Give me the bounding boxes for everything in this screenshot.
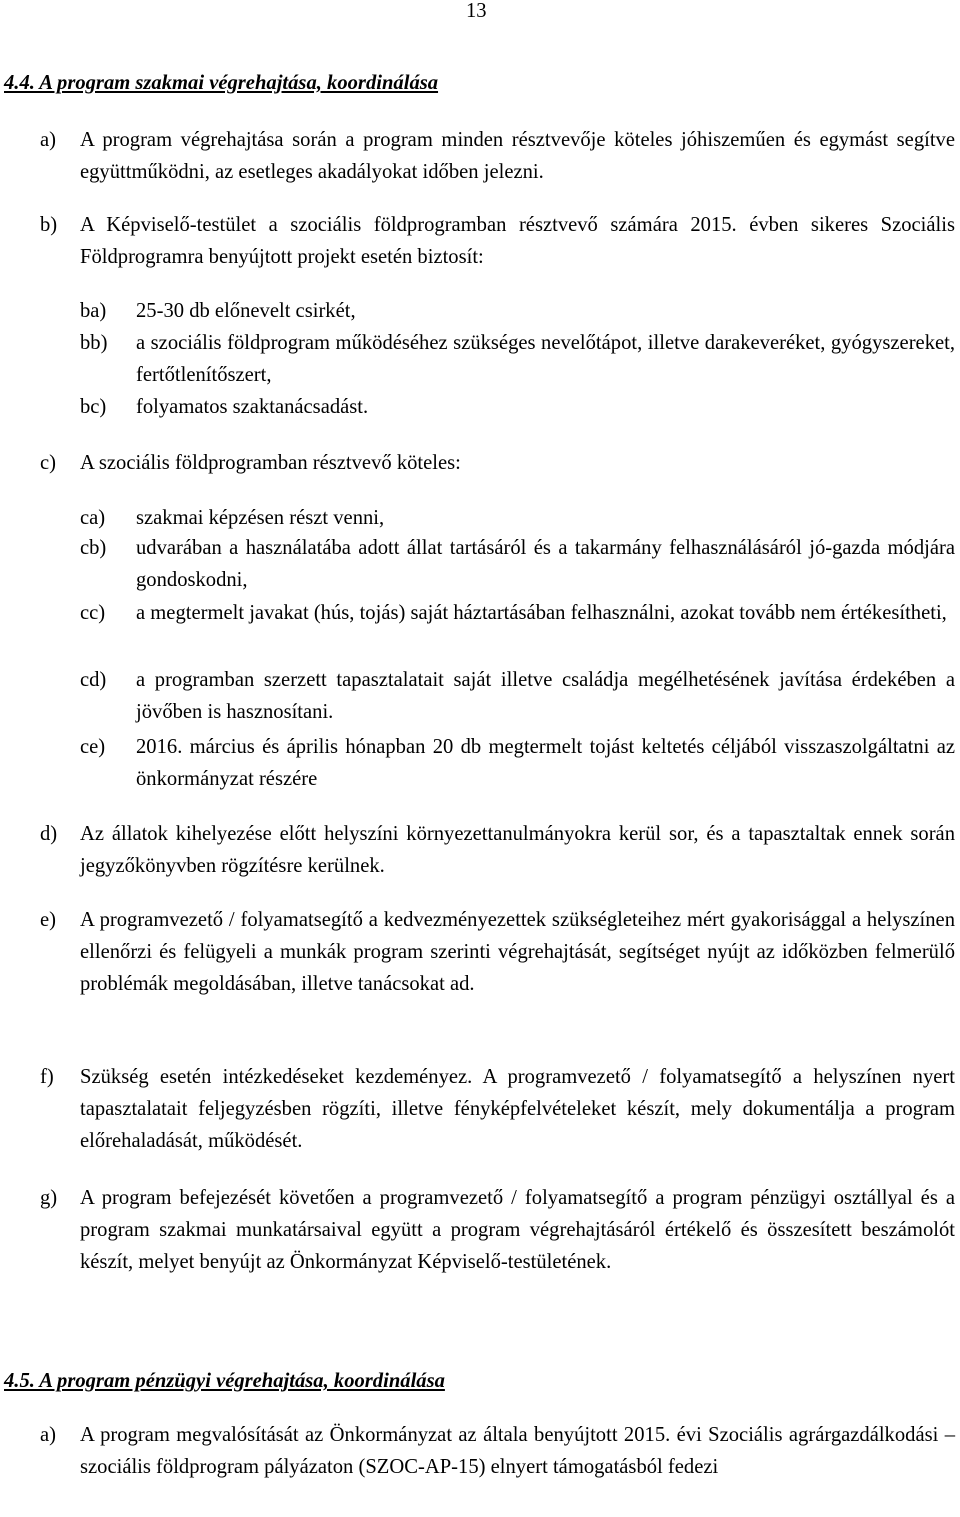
paragraph-c	[0, 447, 955, 479]
list-item-cb	[0, 532, 955, 596]
paragraph-text: A Képviselő-testület a szociális földprogramban résztvevő számára 2015. évben sikeres Szociális Földprogramra benyújtott projekt esetén biztosít:	[80, 214, 955, 268]
paragraph-text: A programvezető / folyamatsegítő a kedvezményezettek szükségleteihez mért gyakorisággal a helyszínen ellenőrzi és felügyeli a munkák program szerinti végrehajtását, segítséget nyújt az időközben felmerülő problémák megoldásában, illetve tanácsokat ad.	[80, 909, 955, 995]
paragraph-label: a)	[40, 1424, 56, 1446]
list-item-label: bb)	[80, 332, 108, 354]
list-item-label: ce)	[80, 736, 106, 758]
list-item-ce	[0, 731, 955, 795]
list-item-label: ca)	[80, 507, 106, 529]
paragraph-b	[0, 209, 955, 273]
paragraph-text: A program befejezését követően a programvezető / folyamatsegítő a program pénzügyi osztállyal és a program szakmai munkatársaival együtt a program végrehajtásáról értékelő és összesített beszámolót készít, melyet benyújt az Önkormányzat Képviselő-testületének.	[80, 1187, 955, 1273]
list-item-bc	[0, 391, 955, 423]
paragraph-label: b)	[40, 214, 58, 236]
list-item-text: szakmai képzésen részt venni,	[136, 507, 385, 529]
section-heading-4-4: 4.4. A program szakmai végrehajtása, koordinálása	[4, 72, 439, 94]
paragraph-g	[0, 1182, 955, 1278]
list-item-ca	[0, 502, 955, 534]
list-item-text: folyamatos szaktanácsadást.	[136, 396, 369, 418]
section-heading-4-5: 4.5. A program pénzügyi végrehajtása, koordinálása	[4, 1370, 445, 1392]
paragraph-label: e)	[40, 909, 56, 931]
paragraph-d	[0, 818, 955, 882]
paragraph-text: A program végrehajtása során a program minden résztvevője köteles jóhiszeműen és egymást segítve együttműködni, az esetleges akadályokat időben jelezni.	[80, 129, 955, 183]
paragraph-e	[0, 904, 955, 1000]
list-item-text: 2016. március és április hónapban 20 db megtermelt tojást keltetés céljából visszaszolgáltatni az önkormányzat részére	[136, 736, 955, 790]
paragraph-label: f)	[40, 1066, 54, 1088]
paragraph-label: g)	[40, 1187, 58, 1209]
list-item-bb	[0, 327, 955, 391]
list-item-cc	[0, 597, 955, 629]
list-item-label: bc)	[80, 396, 107, 418]
paragraph-text: A program megvalósítását az Önkormányzat az általa benyújtott 2015. évi Szociális agrárgazdálkodási – szociális földprogram pályázaton (SZOC-AP-15) elnyert támogatásból fedezi	[80, 1424, 955, 1478]
list-item-label: cb)	[80, 537, 107, 559]
list-item-text: a szociális földprogram működéséhez szükséges nevelőtápot, illetve darakeveréket, gyógyszereket, fertőtlenítőszert,	[136, 332, 955, 386]
paragraph-label: a)	[40, 129, 56, 151]
paragraph-f	[0, 1061, 955, 1157]
list-item-text: a programban szerzett tapasztalatait saját illetve családja megélhetésének javítása érdekében a jövőben is hasznosítani.	[136, 669, 955, 723]
list-item-label: cc)	[80, 602, 106, 624]
list-item-cd	[0, 664, 955, 728]
page-number: 13	[466, 0, 487, 22]
list-item-text: a megtermelt javakat (hús, tojás) saját háztartásában felhasználni, azokat tovább nem értékesítheti,	[136, 602, 947, 624]
paragraph-4-5-a	[0, 1419, 955, 1483]
paragraph-a	[0, 124, 955, 188]
list-item-ba	[0, 295, 955, 327]
paragraph-label: d)	[40, 823, 58, 845]
list-item-text: udvarában a használatába adott állat tartásáról és a takarmány felhasználásáról jó-gazda módjára gondoskodni,	[136, 537, 955, 591]
list-item-label: ba)	[80, 300, 107, 322]
paragraph-text: Szükség esetén intézkedéseket kezdeményez. A programvezető / folyamatsegítő a helyszínen nyert tapasztalatait feljegyzésben rögzíti, illetve fényképfelvételeket készít, mely dokumentálja a program előrehaladását, működését.	[80, 1066, 955, 1152]
paragraph-text: Az állatok kihelyezése előtt helyszíni környezettanulmányokra kerül sor, és a tapasztaltak ennek során jegyzőkönyvben rögzítésre kerülnek.	[80, 823, 955, 877]
paragraph-label: c)	[40, 452, 56, 474]
list-item-label: cd)	[80, 669, 107, 691]
list-item-text: 25-30 db előnevelt csirkét,	[136, 300, 356, 322]
paragraph-text: A szociális földprogramban résztvevő köteles:	[80, 452, 461, 474]
